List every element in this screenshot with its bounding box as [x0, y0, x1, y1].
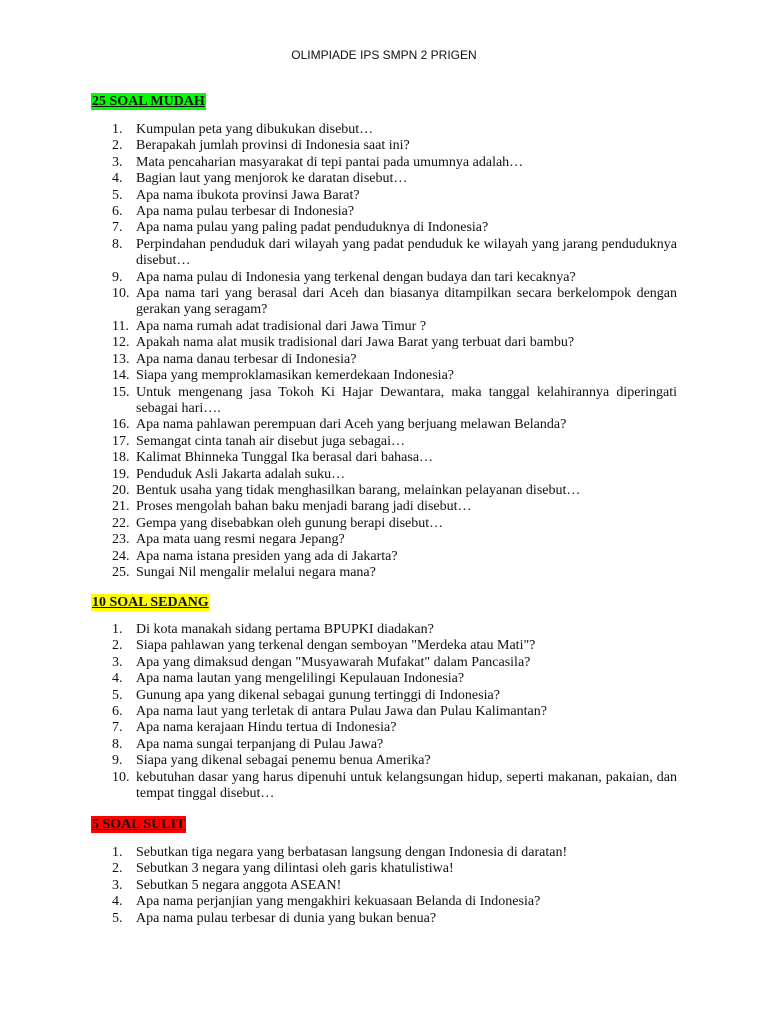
question-item [91, 704, 677, 720]
question-item [91, 270, 677, 286]
question-number: 20. [112, 482, 130, 498]
question-text: Gunung apa yang dikenal sebagai gunung tertinggi di Indonesia? [136, 687, 500, 703]
question-item [91, 549, 677, 565]
question-text: Sungai Nil mengalir melalui negara mana? [136, 564, 376, 580]
question-text: Apa nama lautan yang mengelilingi Kepulauan Indonesia? [136, 671, 465, 687]
question-number: 5. [112, 910, 123, 926]
question-text: Apa nama istana presiden yang ada di Jakarta? [136, 548, 398, 564]
question-item [91, 467, 677, 483]
question-number: 3. [112, 877, 123, 893]
question-text: Apa nama ibukota provinsi Jawa Barat? [136, 187, 360, 203]
question-number: 11. [112, 318, 129, 334]
question-text: kebutuhan dasar yang harus dipenuhi untuk kelangsungan hidup, seperti makanan, pakaian, dan tempat tinggal disebut… [136, 769, 677, 802]
question-text: Apa nama pulau terbesar di Indonesia? [136, 204, 355, 220]
section-heading-sedang: 10 SOAL SEDANG [92, 595, 209, 610]
question-list-mudah [91, 122, 677, 581]
question-item [91, 434, 677, 450]
question-number: 6. [112, 204, 123, 220]
question-number: 15. [112, 384, 130, 400]
question-text: Apakah nama alat musik tradisional dari Jawa Barat yang terbuat dari bambu? [136, 335, 575, 351]
question-list-sedang [91, 622, 677, 802]
question-number: 7. [112, 720, 123, 736]
question-number: 2. [112, 138, 123, 154]
question-number: 4. [112, 894, 123, 910]
question-item [91, 894, 677, 910]
question-item [91, 385, 677, 418]
question-item [91, 499, 677, 515]
question-text: Bagian laut yang menjorok ke daratan disebut… [136, 171, 408, 187]
question-text: Penduduk Asli Jakarta adalah suku… [136, 466, 346, 482]
question-list-sulit [91, 845, 677, 927]
question-text: Apa nama pulau di Indonesia yang terkenal dengan budaya dan tari kecaknya? [136, 269, 576, 285]
question-number: 9. [112, 269, 123, 285]
question-number: 6. [112, 704, 123, 720]
question-text: Semangat cinta tanah air disebut juga sebagai… [136, 433, 406, 449]
question-item [91, 753, 677, 769]
question-number: 9. [112, 753, 123, 769]
question-text: Siapa yang memproklamasikan kemerdekaan Indonesia? [136, 368, 454, 384]
section-heading-sulit: 5 SOAL SULIT [92, 817, 186, 832]
question-number: 2. [112, 861, 123, 877]
question-item [91, 655, 677, 671]
question-text: Sebutkan 5 negara anggota ASEAN! [136, 877, 342, 893]
question-item [91, 483, 677, 499]
question-item [91, 671, 677, 687]
question-text: Apa nama pulau yang paling padat penduduknya di Indonesia? [136, 220, 489, 236]
question-text: Sebutkan tiga negara yang berbatasan langsung dengan Indonesia di daratan! [136, 845, 568, 860]
question-item [91, 565, 677, 581]
question-number: 17. [112, 433, 130, 449]
question-item [91, 368, 677, 384]
question-item [91, 319, 677, 335]
question-text: Apa nama pahlawan perempuan dari Aceh yang berjuang melawan Belanda? [136, 417, 567, 433]
question-item [91, 516, 677, 532]
question-text: Apa nama danau terbesar di Indonesia? [136, 351, 357, 367]
question-text: Gempa yang disebabkan oleh gunung berapi disebut… [136, 515, 444, 531]
question-number: 12. [112, 335, 130, 351]
question-number: 3. [112, 654, 123, 670]
question-item [91, 720, 677, 736]
question-text: Siapa pahlawan yang terkenal dengan semboyan "Merdeka atau Mati"? [136, 638, 536, 654]
question-text: Apa nama perjanjian yang mengakhiri kekuasaan Belanda di Indonesia? [136, 894, 541, 910]
question-item [91, 204, 677, 220]
question-number: 1. [112, 845, 123, 860]
question-item [91, 171, 677, 187]
section-heading-mudah: 25 SOAL MUDAH [92, 94, 205, 109]
question-number: 24. [112, 548, 130, 564]
question-item [91, 155, 677, 171]
question-item [91, 188, 677, 204]
question-number: 1. [112, 122, 123, 137]
question-number: 13. [112, 351, 130, 367]
question-number: 1. [112, 622, 123, 637]
question-text: Apa nama laut yang terletak di antara Pulau Jawa dan Pulau Kalimantan? [136, 704, 547, 720]
question-number: 23. [112, 532, 130, 548]
question-number: 16. [112, 417, 130, 433]
question-item [91, 878, 677, 894]
question-number: 10. [112, 769, 130, 785]
document-title: OLIMPIADE IPS SMPN 2 PRIGEN [291, 48, 477, 62]
question-number: 3. [112, 154, 123, 170]
question-text: Apa nama sungai terpanjang di Pulau Jawa? [136, 736, 384, 752]
question-item [91, 335, 677, 351]
question-number: 5. [112, 187, 123, 203]
question-number: 4. [112, 671, 123, 687]
question-text: Apa nama kerajaan Hindu tertua di Indonesia? [136, 720, 397, 736]
question-item [91, 532, 677, 548]
question-text: Apa yang dimaksud dengan "Musyawarah Mufakat" dalam Pancasila? [136, 654, 531, 670]
question-number: 5. [112, 687, 123, 703]
question-text: Bentuk usaha yang tidak menghasilkan barang, melainkan pelayanan disebut… [136, 482, 581, 498]
question-number: 25. [112, 564, 130, 580]
question-text: Kalimat Bhinneka Tunggal Ika berasal dari bahasa… [136, 450, 434, 466]
question-text: Di kota manakah sidang pertama BPUPKI diadakan? [136, 622, 434, 637]
question-text: Apa nama pulau terbesar di dunia yang bukan benua? [136, 910, 437, 926]
question-item [91, 622, 677, 638]
question-text: Apa mata uang resmi negara Jepang? [136, 532, 345, 548]
question-number: 19. [112, 466, 130, 482]
question-item [91, 861, 677, 877]
question-item [91, 688, 677, 704]
question-text: Siapa yang dikenal sebagai penemu benua Amerika? [136, 753, 431, 769]
question-text: Apa nama tari yang berasal dari Aceh dan biasanya ditampilkan secara berkelompok dengan gerakan yang seragam? [136, 286, 677, 318]
question-number: 2. [112, 638, 123, 654]
question-item [91, 845, 677, 861]
question-item [91, 737, 677, 753]
question-number: 21. [112, 499, 130, 515]
question-text: Mata pencaharian masyarakat di tepi pantai pada umumnya adalah… [136, 154, 524, 170]
question-item [91, 450, 677, 466]
question-number: 10. [112, 286, 130, 302]
question-item [91, 770, 677, 803]
question-text: Perpindahan penduduk dari wilayah yang padat penduduk ke wilayah yang jarang penduduknya disebut… [136, 236, 677, 269]
question-item [91, 138, 677, 154]
question-number: 4. [112, 171, 123, 187]
question-item [91, 638, 677, 654]
question-item [91, 286, 677, 319]
question-item [91, 220, 677, 236]
question-item [91, 237, 677, 270]
question-text: Untuk mengenang jasa Tokoh Ki Hajar Dewantara, maka tanggal kelahirannya diperingati sebagai hari…. [136, 384, 677, 416]
question-text: Apa nama rumah adat tradisional dari Jawa Timur ? [136, 318, 427, 334]
question-number: 8. [112, 236, 123, 252]
question-text: Sebutkan 3 negara yang dilintasi oleh garis khatulistiwa! [136, 861, 454, 877]
question-text: Berapakah jumlah provinsi di Indonesia saat ini? [136, 138, 410, 154]
question-text: Kumpulan peta yang dibukukan disebut… [136, 122, 374, 137]
question-item [91, 911, 677, 927]
question-number: 14. [112, 368, 130, 384]
question-number: 7. [112, 220, 123, 236]
question-item [91, 417, 677, 433]
question-number: 8. [112, 736, 123, 752]
question-item [91, 122, 677, 138]
question-number: 22. [112, 515, 130, 531]
question-item [91, 352, 677, 368]
question-number: 18. [112, 450, 130, 466]
question-text: Proses mengolah bahan baku menjadi barang jadi disebut… [136, 499, 472, 515]
